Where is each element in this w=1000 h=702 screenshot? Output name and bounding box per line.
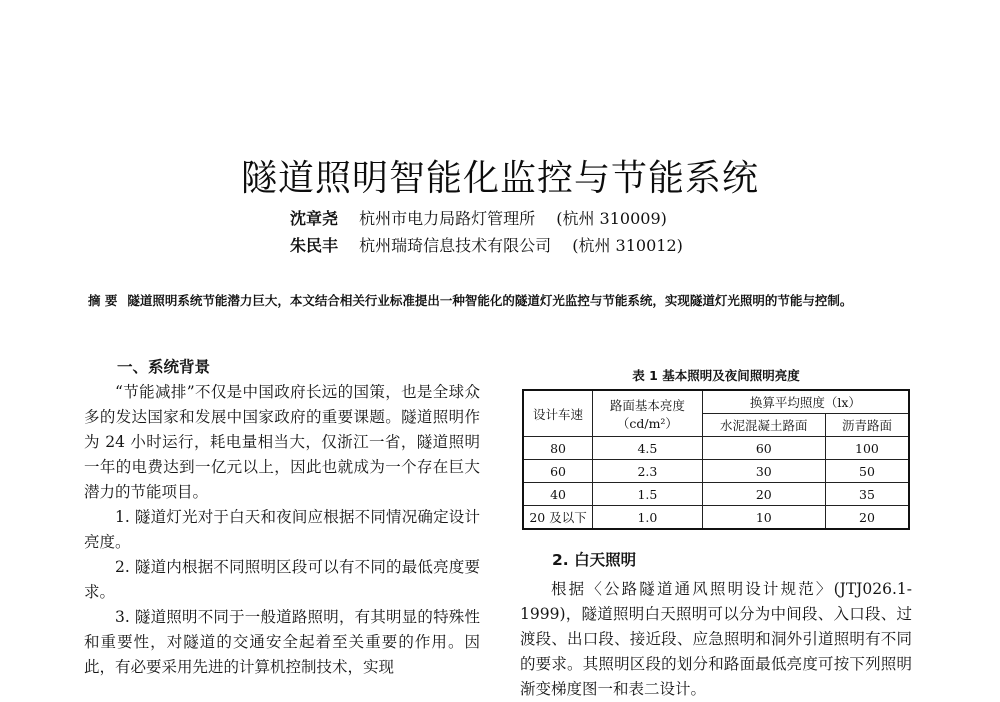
table-caption: 表 1 基本照明及夜间照明亮度 (632, 368, 800, 383)
left-column (84, 354, 480, 680)
cell-asphalt: 35 (825, 483, 909, 506)
table-row (523, 437, 909, 460)
abstract-label: 摘 要 (88, 293, 118, 308)
author-affiliation: 杭州瑞琦信息技术有限公司 (359, 236, 552, 255)
cell-asphalt: 100 (825, 437, 909, 460)
author-line (290, 233, 683, 256)
paragraph: 根据〈公路隧道通风照明设计规范〉(JTJ026.1-1999)，隧道照明白天照明可以分为中间段、入口段、过渡段、出口段、接近段、应急照明和洞外引道照明有不同的要求。其照明区段的划分和路面最低亮度可按下列照明渐变梯度图一和表二设计。 (520, 580, 912, 698)
abstract-text: 隧道照明系统节能潜力巨大，本文结合相关行业标准提出一种智能化的隧道灯光监控与节能系统，实现隧道灯光照明的节能与控制。 (127, 293, 853, 308)
author-location: (杭州 310012) (572, 236, 683, 255)
paragraph: “节能减排”不仅是中国政府长远的国策，也是全球众多的发达国家和发展中国家政府的重要课题。隧道照明作为 24 小时运行，耗电量相当大，仅浙江一省，隧道照明一年的电费达到一亿元以上，因此也就成为一个存在巨大潜力的节能项目。 (84, 383, 480, 501)
table-row (523, 506, 909, 530)
cell-luminance: 1.5 (593, 483, 703, 506)
section-heading: 一、系统背景 (117, 358, 211, 376)
cell-luminance: 1.0 (593, 506, 703, 530)
paragraph: 3. 隧道照明不同于一般道路照明，有其明显的特殊性和重要性，对隧道的交通安全起着至关重要的作用。因此，有必要采用先进的计算机控制技术，实现 (84, 608, 480, 676)
cell-asphalt: 50 (825, 460, 909, 483)
cell-concrete: 20 (702, 483, 825, 506)
cell-speed: 20 及以下 (523, 506, 593, 530)
cell-luminance: 4.5 (593, 437, 703, 460)
cell-asphalt: 20 (825, 506, 909, 530)
table-header-illuminance: 换算平均照度（lx） (702, 390, 909, 414)
table-header-speed: 设计车速 (523, 390, 593, 437)
subsection-heading: 2. 白天照明 (552, 551, 637, 569)
table-header-luminance (593, 390, 703, 437)
author-line (290, 206, 667, 229)
cell-luminance: 2.3 (593, 460, 703, 483)
cell-speed: 60 (523, 460, 593, 483)
cell-concrete: 60 (702, 437, 825, 460)
right-column (520, 547, 912, 702)
cell-concrete: 10 (702, 506, 825, 530)
table-header-asphalt: 沥青路面 (825, 414, 909, 437)
luminance-table (522, 389, 910, 530)
cell-concrete: 30 (702, 460, 825, 483)
author-location: (杭州 310009) (556, 209, 667, 228)
author-name: 沈章尧 (290, 209, 339, 228)
table-row (523, 460, 909, 483)
paper-title: 隧道照明智能化监控与节能系统 (240, 158, 759, 199)
table-row (523, 483, 909, 506)
author-name: 朱民丰 (290, 236, 339, 255)
paragraph: 2. 隧道内根据不同照明区段可以有不同的最低亮度要求。 (84, 558, 480, 601)
table-header-luminance-line1: 路面基本亮度 (609, 397, 685, 413)
cell-speed: 40 (523, 483, 593, 506)
author-affiliation: 杭州市电力局路灯管理所 (359, 209, 536, 228)
table-header-concrete: 水泥混凝土路面 (702, 414, 825, 437)
table-header-luminance-unit: （cd/m²） (616, 415, 678, 431)
cell-speed: 80 (523, 437, 593, 460)
abstract (88, 289, 928, 312)
paragraph: 1. 隧道灯光对于白天和夜间应根据不同情况确定设计亮度。 (84, 508, 480, 551)
